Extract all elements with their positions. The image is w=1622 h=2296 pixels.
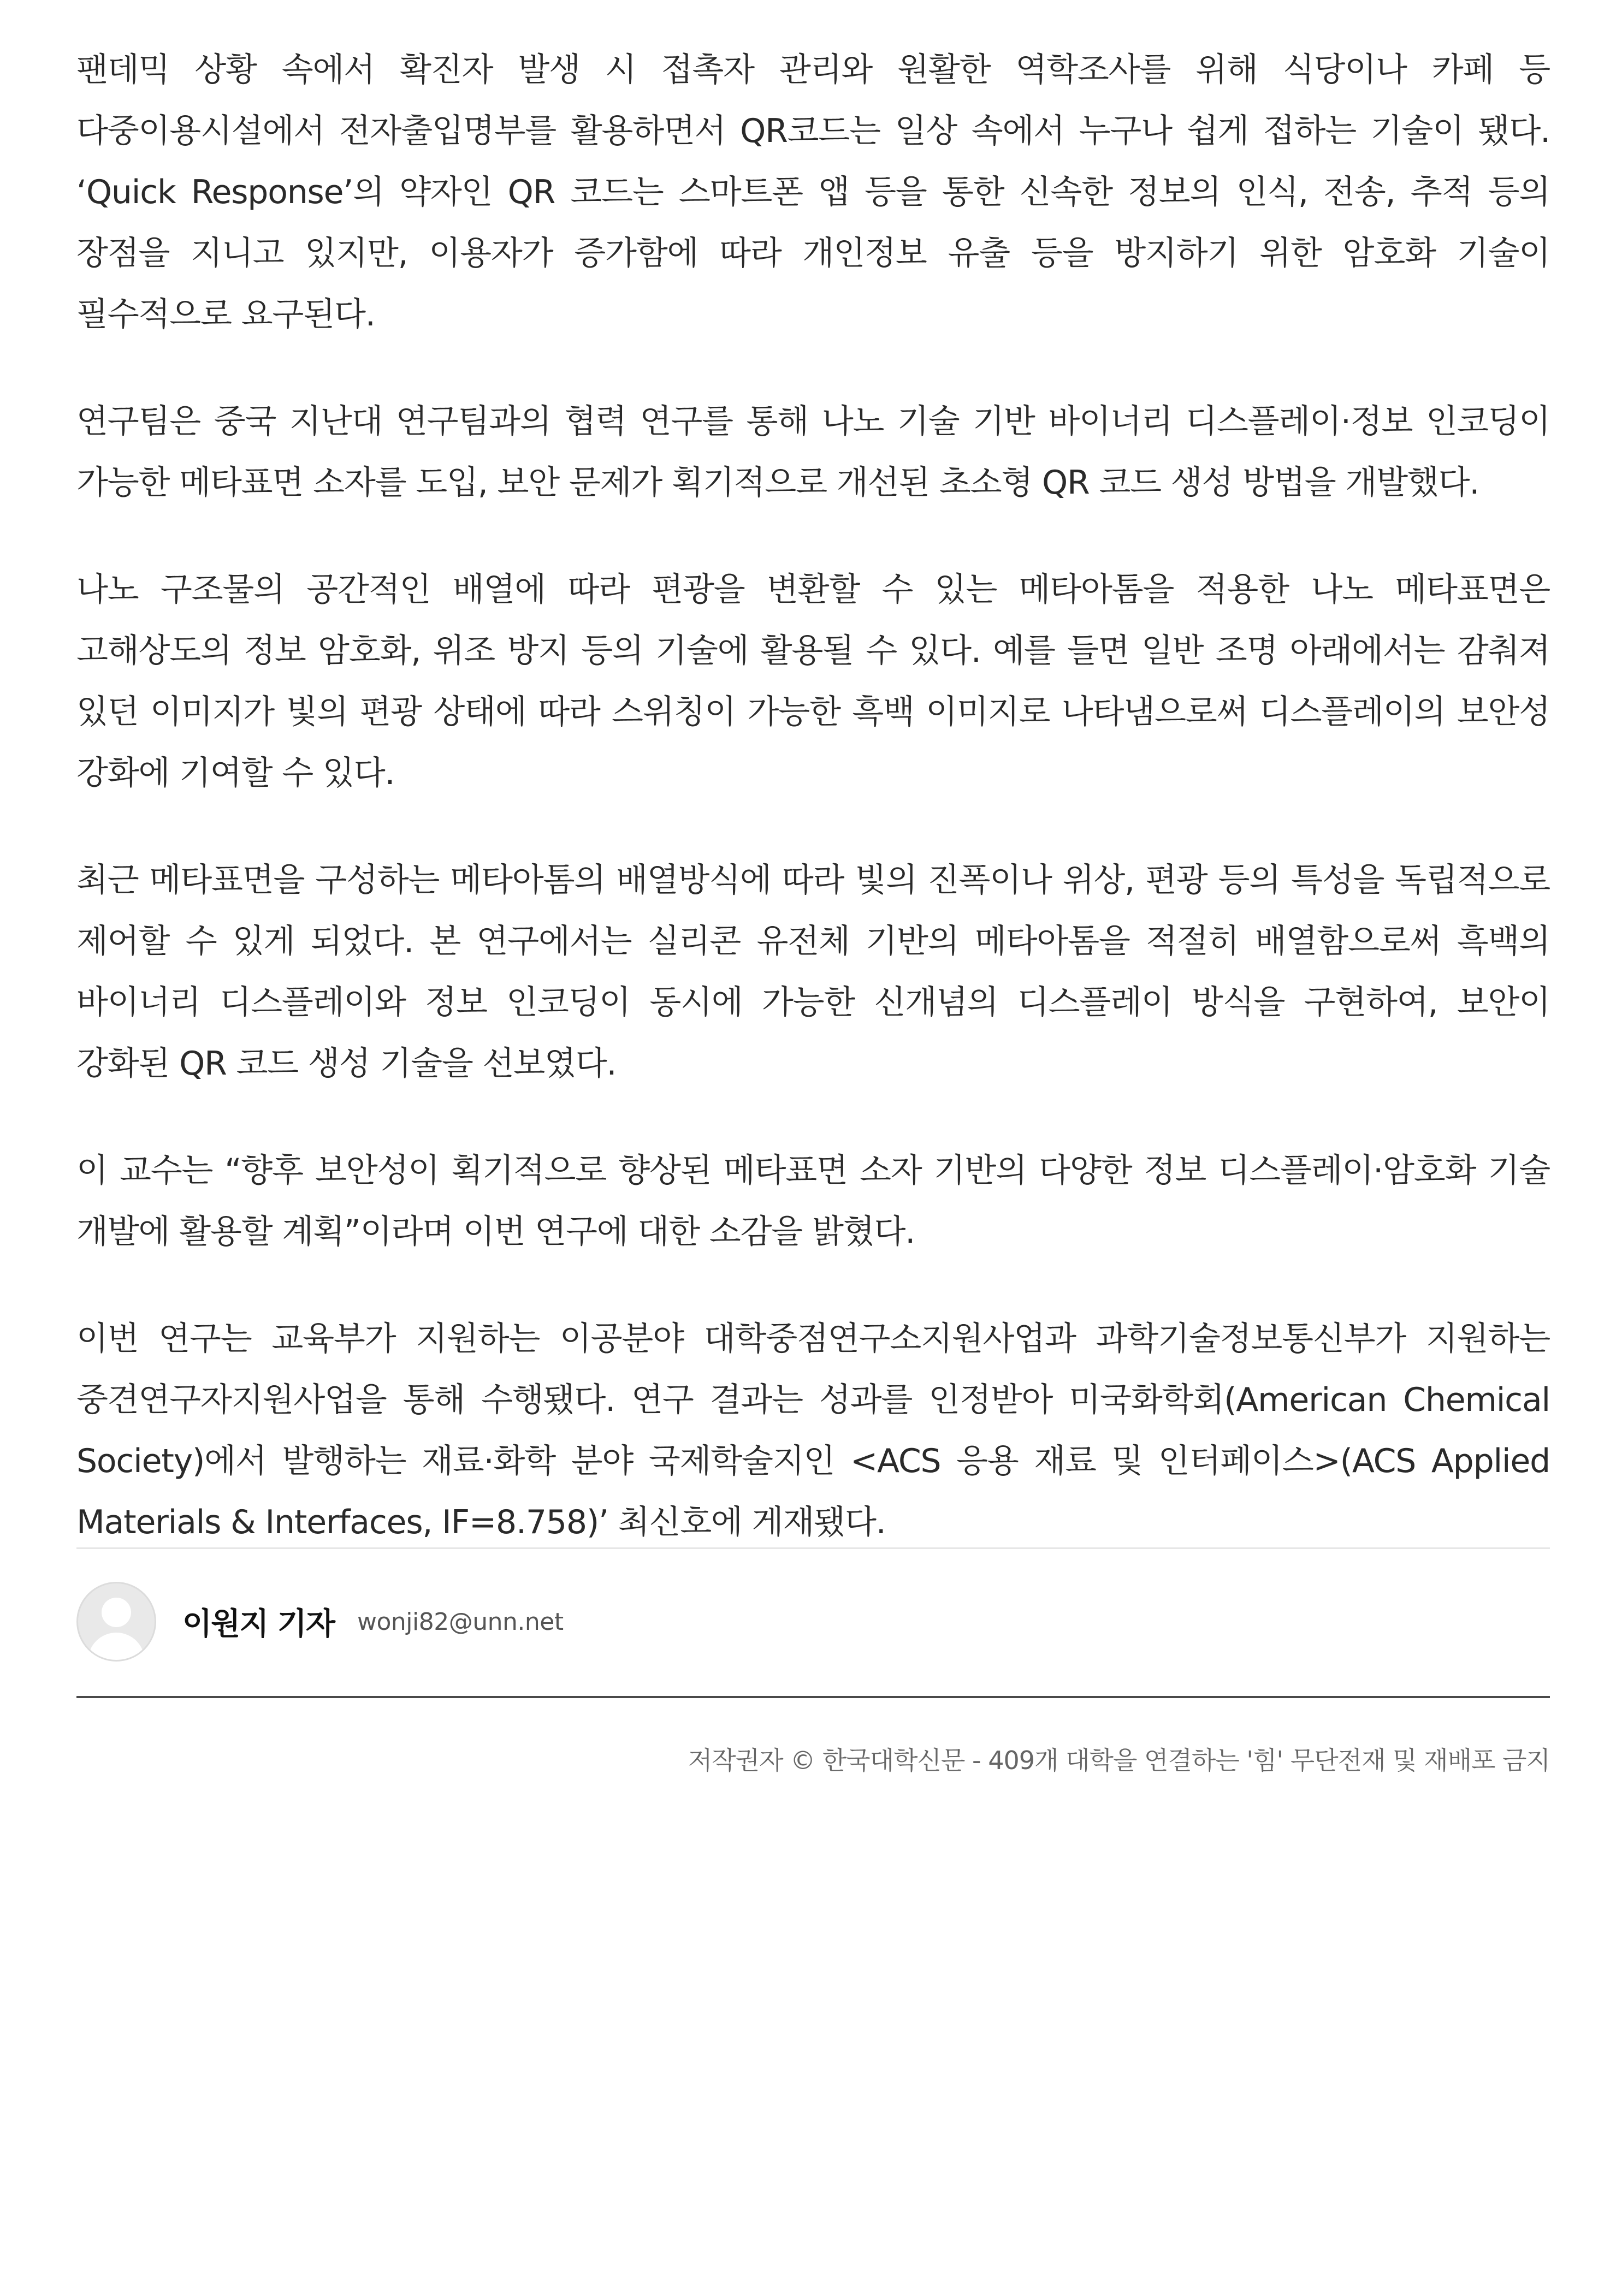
copyright-notice: 저작권자 © 한국대학신문 - 409개 대학을 연결하는 '힘' 무단전재 및 재배포 금지 bbox=[688, 1746, 1550, 1775]
reporter-email[interactable]: wonji82@unn.net bbox=[357, 1607, 564, 1636]
article-body bbox=[76, 39, 1550, 1599]
article-paragraph: 나노 구조물의 공간적인 배열에 따라 편광을 변환할 수 있는 메타아톰을 적용한 나노 메타표면은 고해상도의 정보 암호화, 위조 방지 등의 기술에 활용될 수 있다. 예를 들면 일반 조명 아래에서는 감춰져 있던 이미지가 빛의 편광 상태에 따라 스위칭이 가능한 흑백 이미지로 나타냄으로써 디스플레이의 보안성 강화에 기여할 수 있다. bbox=[76, 571, 1550, 792]
article-paragraph: 이번 연구는 교육부가 지원하는 이공분야 대학중점연구소지원사업과 과학기술정보통신부가 지원하는 중견연구자지원사업을 통해 수행됐다. 연구 결과는 성과를 인정받아 미국화학회(American Chemical Society)에서 발행하는 재료·화학 분야 국제학술지인 <ACS 응용 재료 및 인터페이스>(ACS Applied Materials & Interfaces, IF=8.758)’ 최신호에 게재됐다. bbox=[76, 1320, 1550, 1541]
byline-divider-top bbox=[76, 1547, 1550, 1549]
article-paragraph: 이 교수는 “향후 보안성이 획기적으로 향상된 메타표면 소자 기반의 다양한 정보 디스플레이·암호화 기술 개발에 활용할 계획”이라며 이번 연구에 대한 소감을 밝혔다. bbox=[76, 1152, 1550, 1251]
reporter-name[interactable]: 이원지 기자 bbox=[182, 1606, 334, 1642]
user-avatar-icon bbox=[76, 1582, 156, 1662]
byline-divider-bottom bbox=[76, 1696, 1550, 1698]
reporter-byline bbox=[76, 1580, 1550, 1663]
article-paragraph: 최근 메타표면을 구성하는 메타아톰의 배열방식에 따라 빛의 진폭이나 위상, 편광 등의 특성을 독립적으로 제어할 수 있게 되었다. 본 연구에서는 실리콘 유전체 기반의 메타아톰을 적절히 배열함으로써 흑백의 바이너리 디스플레이와 정보 인코딩이 동시에 가능한 신개념의 디스플레이 방식을 구현하여, 보안이 강화된 QR 코드 생성 기술을 선보였다. bbox=[76, 861, 1550, 1083]
article-paragraph: 팬데믹 상황 속에서 확진자 발생 시 접촉자 관리와 원활한 역학조사를 위해 식당이나 카페 등 다중이용시설에서 전자출입명부를 활용하면서 QR코드는 일상 속에서 누구나 쉽게 접하는 기술이 됐다. ‘Quick Response’의 약자인 QR 코드는 스마트폰 앱 등을 통한 신속한 정보의 인식, 전송, 추적 등의 장점을 지니고 있지만, 이용자가 증가함에 따라 개인정보 유출 등을 방지하기 위한 암호화 기술이 필수적으로 요구된다. bbox=[76, 51, 1550, 334]
article-paragraph: 연구팀은 중국 지난대 연구팀과의 협력 연구를 통해 나노 기술 기반 바이너리 디스플레이·정보 인코딩이 가능한 메타표면 소자를 도입, 보안 문제가 획기적으로 개선된 초소형 QR 코드 생성 방법을 개발했다. bbox=[76, 402, 1550, 502]
